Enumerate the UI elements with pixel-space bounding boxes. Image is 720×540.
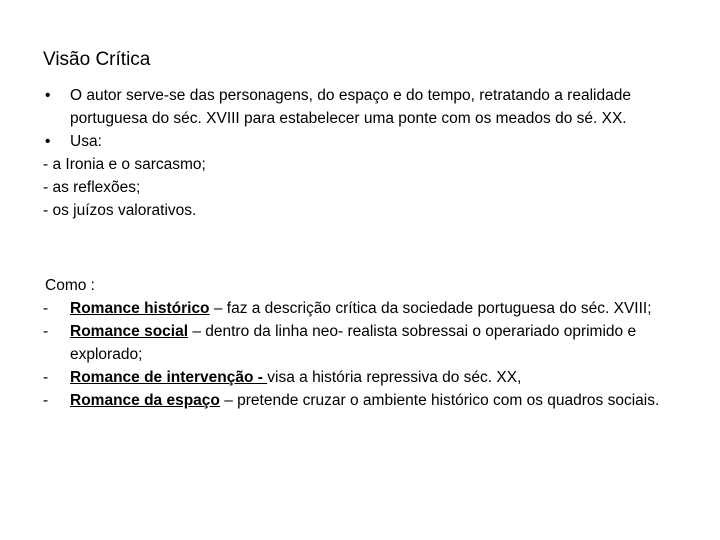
bullet-text: Usa: [70, 133, 102, 150]
bullet-mark: • [45, 133, 51, 150]
romance-description: – dentro da linha neo- realista sobressai o operariado oprimido e explorado; [70, 323, 637, 363]
romance-label: Romance social [70, 323, 189, 340]
como-label: Como : [45, 277, 95, 294]
romance-label: Romance histórico [70, 300, 210, 317]
use-item-irony: - a Ironia e o sarcasmo; [43, 156, 206, 173]
romance-item-intervencao [43, 366, 683, 389]
dash-mark: - [43, 392, 49, 409]
romance-item-historico [43, 297, 683, 320]
romance-description: – faz a descrição crítica da sociedade portuguesa do séc. XVIII; [209, 300, 652, 317]
romance-description: – pretende cruzar o ambiente histórico com os quadros sociais. [219, 392, 660, 409]
bullet-text: O autor serve-se das personagens, do espaço e do tempo, retratando a realidade portuguesa do séc. XVIII para estabelecer uma ponte com os meados do sé. XX. [70, 87, 631, 127]
romance-item-social [43, 320, 683, 366]
dash-mark: - [43, 300, 49, 317]
use-item-reflections: - as reflexões; [43, 179, 141, 196]
dash-mark: - [43, 323, 49, 340]
bullet-item-author [43, 84, 683, 130]
romance-item-espaco [43, 389, 683, 412]
romance-label: Romance da espaço [70, 392, 220, 409]
romance-label: Romance de intervenção - [70, 369, 268, 386]
romance-types-block [43, 274, 683, 412]
critical-view-block [43, 84, 683, 222]
dash-mark: - [43, 369, 49, 386]
bullet-item-uses [43, 130, 683, 153]
romance-description: visa a história repressiva do séc. XX, [267, 369, 522, 386]
bullet-mark: • [45, 87, 51, 104]
slide-title: Visão Crítica [43, 49, 151, 70]
use-item-judgements: - os juízos valorativos. [43, 202, 197, 219]
